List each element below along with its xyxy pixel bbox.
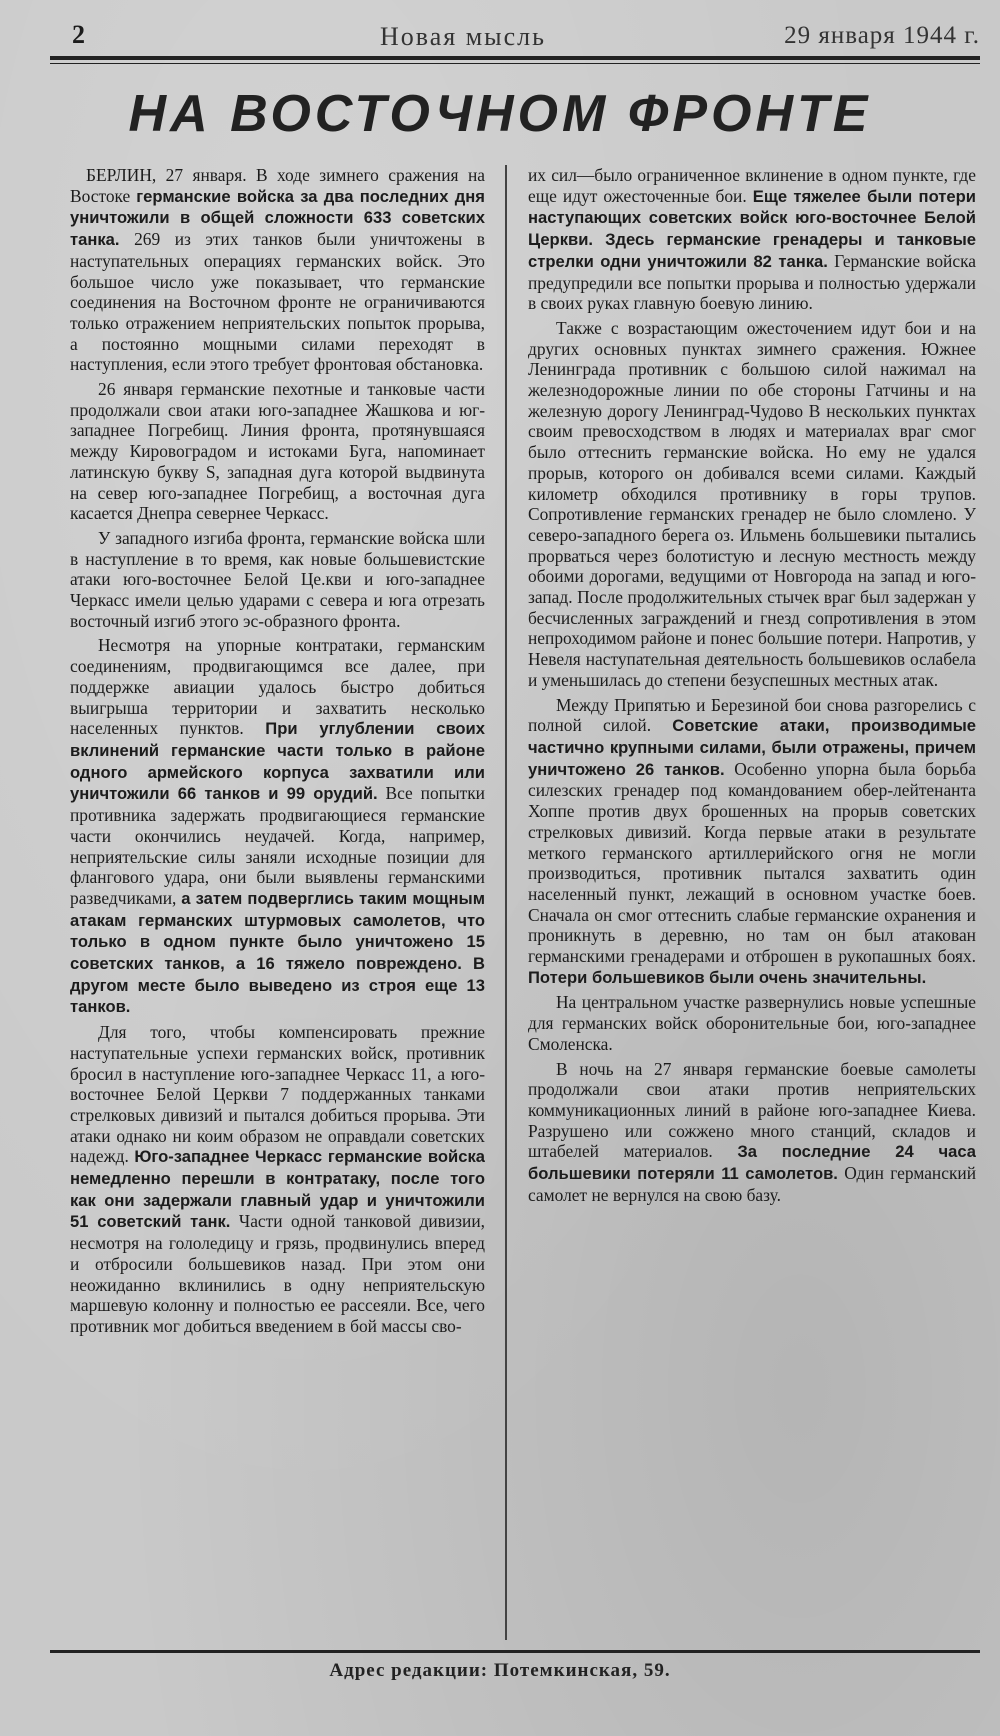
text-run-bold: Юго-западнее Черкасс германские войска немедленно перешли в контратаку, после того как они задержали главный удар и уничтожили 51 советский танк. (70, 1147, 485, 1232)
text-run-bold: Советские атаки, производимые частично крупными силами, были отражены, причем уничтожено 26 танков. (528, 716, 976, 779)
text-run-bold: Еще тяжелее были потери наступающих советских войск юго-восточнее Белой Церкви. Здесь германские гренадеры и танковые стрелки одни уничтожили 82 танка. (528, 186, 976, 271)
text-run-bold: германские войска за два последних дня уничтожили в общей сложности 633 советских танка. (70, 186, 485, 250)
paragraph-2: 26 января германские пехотные и танковые части продолжали свои атаки юго-западнее Жашкова и юг-западнее Погребищ. Линия фронта, протянувшаяся между Кировоградом и истоками Буга, напоминает латинскую букву S, западная дуга которой выдвинута на север юго-западнее Погребищ, а восточная дуга касается Днепра севернее Черкасс. (70, 379, 485, 524)
text-run: Особенно упорна была борьба силезских гренадер под командованием обер-лейтенанта Хоппе против двух брошенных на прорыв советских стрелковых дивизий. Когда первые атаки в результате меткого германского артиллерийского огня не могли производиться, противник пытался захватить один населенный пункт, лежащий в основном участке боев. Сначала он смог оттеснить слабые германские охранения и проникнуть в деревню, но там он был атакован германскими гренадерами и отброшен в рукопашных боях. (528, 758, 976, 967)
text-run: 269 из этих танков были уничтожены в наступательных операциях германских войск. Это большое число уже показывает, что германские соединения на Восточном фронте не ограничиваются только отражением неприятельских попыток прорыва, а постоянно мощными силами переходят в наступления, если этого требует фронтовая обстановка. (70, 229, 485, 375)
text-run: Несмотря на упорные контратаки, германским соединениям, продвигающимся все далее, при поддержке авиации удалось быстро добиться выигрыша территории и захватить несколько населенных пунктов. (70, 635, 485, 739)
newspaper-title: Новая мысль (380, 22, 547, 51)
text-run: Германские войска предупредили все попытки прорыва и полностью удержали в своих руках главную боевую линию. (528, 250, 976, 314)
text-run: Между Припятью и Березиной бои снова разгорелись с полной силой. (528, 694, 976, 736)
paragraph-1 (70, 165, 485, 375)
text-run: их сил—было ограниченное вклинение в одном пункте, где еще идут ожесточенные бои. (528, 165, 976, 206)
text-run: Части одной танковой дивизии, несмотря на гололедицу и грязь, продвинулись вперед и отбросили большевиков назад. При этом они неожиданно вклинились в одну неприятельскую маршевую колонну и полностью ее рассеяли. Все, чего противник мог добиться введением в бой массы сво- (70, 1211, 485, 1336)
editorial-address: Адрес редакции: Потемкинская, 59. (329, 1660, 671, 1681)
paragraph-8 (528, 695, 976, 989)
article-headline: НА ВОСТОЧНОМ ФРОНТЕ (128, 85, 872, 143)
masthead (50, 14, 980, 56)
paragraph-7: Также с возрастающим ожесточением идут бои и на других основных пунктах зимнего сражения. Южнее Ленинграда противник с большою силой нажимал на железнодорожные линии по обе стороны Гатчины и на железную дорогу Ленинград-Чудово В нескольких пунктах своим превосходством в людях и материалах враг смог было оттеснить германские войска. Но ему не удался прорыв, которого он добивался всеми силами. Каждый километр обходился противнику в горы трупов. Сопротивление германских гренадер не было сломлено. У северо-западного берега оз. Ильмень большевики пытались прорваться через болотистую и лесную местность между обоими дорогами, ведущими от Новгорода на запад и юго-запад. После продолжительных стычек враг был задержан у бесчисленных заграждений и гнезд сопротивления в этом непроходимом районе и понес большие потери. Напротив, у Невеля наступательная деятельность большевиков ослабела и уменьшилась до степени безуспешных местных атак. (528, 317, 976, 690)
paragraph-5 (70, 1022, 485, 1337)
article-column-left (70, 165, 485, 1640)
page-number: 2 (72, 20, 85, 49)
text-run: Один германский самолет не вернулся на свою базу. (528, 1163, 976, 1205)
paragraph-4 (70, 635, 485, 1018)
column-divider (505, 165, 507, 1640)
article-column-right (528, 165, 976, 1640)
text-run-bold: Потери большевиков были очень значительны. (528, 967, 927, 987)
text-run-bold: За последние 24 часа большевики потеряли 11 самолетов. (528, 1142, 976, 1184)
paragraph-6 (528, 165, 976, 314)
issue-date: 29 января 1944 г. (784, 22, 980, 49)
text-run-bold: а затем подверглись таким мощным атакам германских штурмовых самолетов, что только в одном пункте было уничтожено 15 советских танков, а 16 тяжело повреждено. В другом месте было выведено из строя еще 13 танков. (70, 888, 485, 1017)
top-rule-thin (50, 63, 980, 64)
text-run: Все попытки противника задержать продвигающиеся германские части окончились неудачей. Когда, например, неприятельские силы заняли исходные позиции для флангового удара, они были выявлены германскими разведчиками, (70, 783, 485, 908)
paragraph-3: У западного изгиба фронта, германские войска шли в наступление в то время, как новые большевистские атаки юго-восточнее Белой Це.кви и юго-западнее Черкасс имели целью ударами с севера и юга отрезать восточный изгиб этого эс-образного фронта. (70, 527, 485, 631)
paragraph-9: На центральном участке развернулись новые успешные для германских войск оборонительные бои, юго-западнее Смоленска. (528, 992, 976, 1054)
bottom-rule (50, 1650, 980, 1653)
paragraph-10 (528, 1059, 976, 1206)
text-run: Для того, чтобы компенсировать прежние наступательные успехи германских войск, противник бросил в наступление юго-западнее Черкасс 11, а юго-восточнее Белой Церкви 7 поддержанных танками стрелковых дивизий и пытался добиться прорыва. Эти атаки однако ни коим образом не оправдали советских надежд. (70, 1022, 485, 1167)
text-run: В ночь на 27 января германские боевые самолеты продолжали свои атаки против неприятельских коммуникационных линий в районе юго-западнее Киева. Разрушено или сожжено много станций, складов и штабелей материалов. (528, 1058, 976, 1162)
text-run-bold: При углублении своих вклинений германские части только в районе одного армейского корпуса захватили или уничтожили 66 танков и 99 орудий. (70, 719, 485, 804)
text-run: БЕРЛИН, 27 января. В ходе зимнего сражения на Востоке (70, 165, 485, 206)
top-rule (50, 56, 980, 60)
